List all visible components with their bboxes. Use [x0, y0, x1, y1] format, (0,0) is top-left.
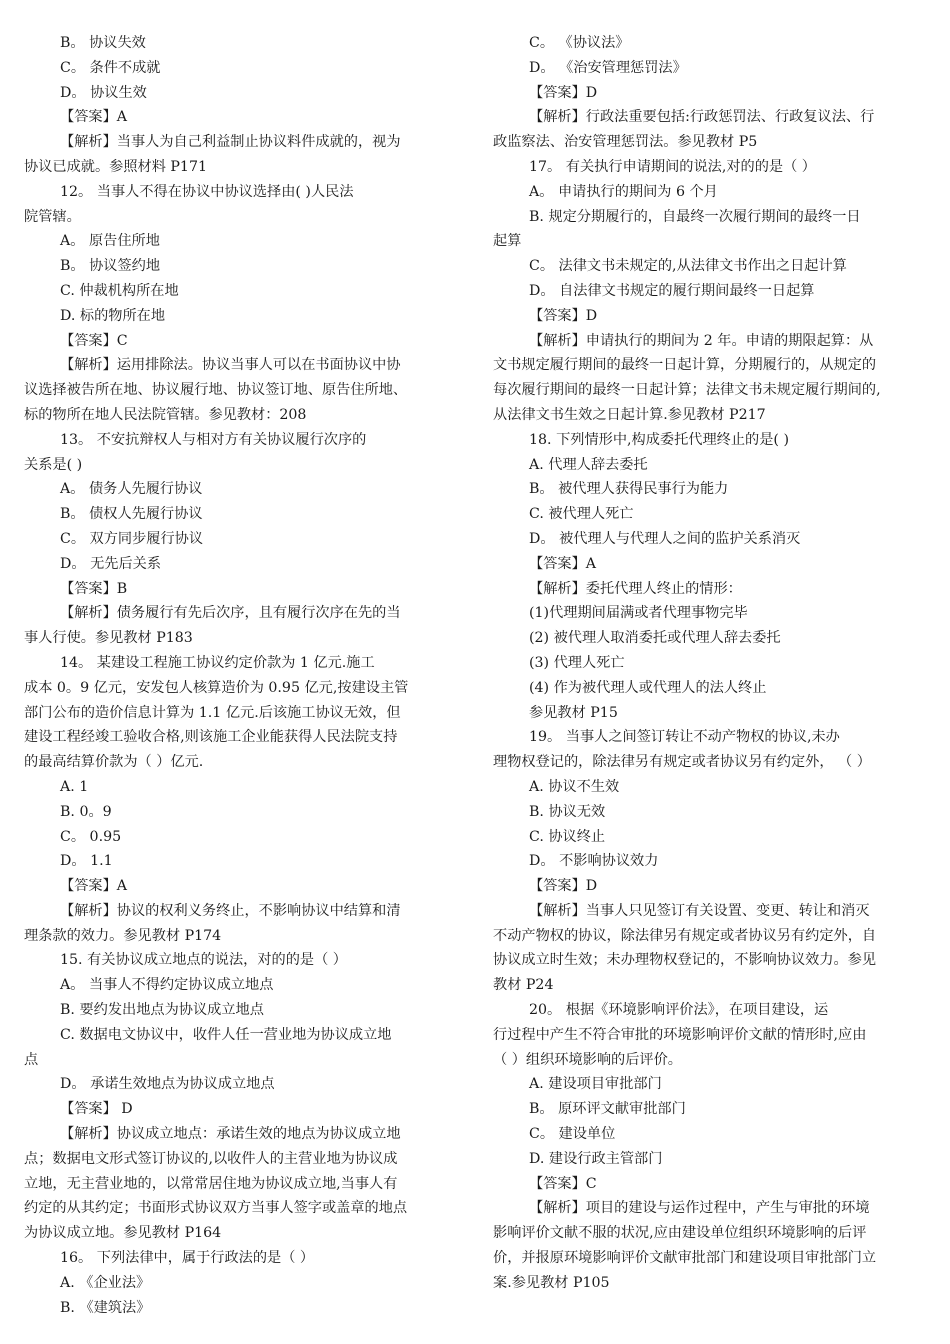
text-line: C。 《协议法》: [529, 35, 630, 51]
text-line: 不动产物权的协议，除法律另有规定或者协议另有约定外，自: [493, 927, 877, 944]
text-line: 【答案】D: [529, 84, 598, 101]
text-line: 12。 当事人不得在协议中协议选择由( )人民法: [60, 183, 354, 200]
text-line: B. 协议无效: [529, 803, 606, 820]
text-line: 13。 不安抗辩权人与相对方有关协议履行次序的: [60, 431, 367, 448]
text-line: 【答案】 D: [60, 1101, 133, 1118]
text-line: A. 代理人辞去委托: [529, 456, 648, 473]
text-line: B. 《建筑法》: [60, 1299, 151, 1316]
text-line: 理物权登记的，除法律另有规定或者协议另有约定外， （ ）: [493, 754, 871, 771]
text-line: D。 承诺生效地点为协议成立地点: [60, 1076, 275, 1093]
text-line: A。 债务人先履行协议: [60, 481, 203, 498]
text-line: (2) 被代理人取消委托或代理人辞去委托: [529, 630, 781, 647]
text-line: D。 无先后关系: [60, 555, 162, 572]
text-line: C。 建设单位: [529, 1126, 616, 1143]
text-line: D。 《治安管理惩罚法》: [529, 59, 687, 76]
text-line: 【解析】项目的建设与运作过程中，产生与审批的环境: [529, 1200, 870, 1217]
text-line: 【解析】运用排除法。协议当事人可以在书面协议中协: [60, 357, 401, 374]
text-line: C. 数据电文协议中，收件人任一营业地为协议成立地: [60, 1026, 392, 1043]
text-line: 17。 有关执行申请期间的说法,对的的是（ ）: [529, 158, 816, 175]
text-line: A. 《企业法》: [60, 1274, 151, 1291]
text-line: C. 被代理人死亡: [529, 506, 634, 523]
text-line: B。 协议失效: [60, 35, 146, 51]
text-line: B。 原环评文献审批部门: [529, 1101, 686, 1118]
text-line: C。 0.95: [60, 828, 122, 845]
text-line: D. 标的物所在地: [60, 307, 166, 324]
text-line: D。 不影响协议效力: [529, 853, 659, 870]
text-line: 【答案】A: [60, 109, 127, 126]
text-line: 影响评价文献不服的状况,应由建设单位组织环境影响的后评: [493, 1225, 867, 1242]
text-line: 15. 有关协议成立地点的说法，对的的是（ ）: [60, 952, 347, 969]
text-line: 【解析】委托代理人终止的情形：: [529, 580, 742, 597]
text-line: 理条款的效力。参见教材 P174: [24, 927, 222, 944]
text-line: 【解析】申请执行的期间为 2 年。申请的期限起算：从: [529, 332, 874, 349]
text-line: 院管辖。: [24, 208, 81, 225]
text-line: 价，并报原环境影响评价文献审批部门和建设项目审批部门立: [493, 1250, 877, 1267]
text-line: B. 0。9: [60, 803, 112, 820]
text-line: 标的物所在地人民法院管辖。参见教材：208: [24, 406, 307, 423]
text-line: 关系是( ): [24, 456, 83, 473]
text-line: 为协议成立地。参见教材 P164: [24, 1225, 222, 1242]
text-line: A。 原告住所地: [60, 233, 160, 250]
text-line: C. 仲裁机构所在地: [60, 282, 179, 299]
text-line: 18. 下列情形中,构成委托代理终止的是( ): [529, 431, 789, 448]
text-line: D。 被代理人与代理人之间的监护关系消灭: [529, 530, 801, 547]
text-line: 点；数据电文形式签订协议的,以收件人的主营业地为协议成: [24, 1150, 398, 1167]
text-line: (4) 作为被代理人或代理人的法人终止: [529, 679, 767, 696]
text-line: 【答案】D: [529, 878, 598, 895]
text-line: 文书规定履行期间的最终一日起计算，分期履行的，从规定的: [493, 357, 877, 374]
text-line: D。 协议生效: [60, 84, 147, 101]
text-line: 行过程中产生不符合审批的环境影响评价文献的情形时,应由: [493, 1026, 867, 1043]
text-line: 【解析】债务履行有先后次序，且有履行次序在先的当: [60, 605, 401, 622]
text-line: 【解析】当事人为自己利益制止协议料件成就的，视为: [60, 134, 401, 151]
text-line: D。 自法律文书规定的履行期间最终一日起算: [529, 282, 815, 299]
text-line: 20。 根据《环境影响评价法》，在项目建设，运: [529, 1002, 829, 1019]
text-line: D. 建设行政主管部门: [529, 1150, 663, 1167]
text-line: A. 协议不生效: [529, 778, 620, 795]
text-line: 19。 当事人之间签订转让不动产物权的协议,未办: [529, 729, 840, 746]
text-line: 事人行使。参见教材 P183: [24, 630, 193, 647]
right-column: [493, 31, 925, 1296]
text-line: B。 债权人先履行协议: [60, 506, 203, 523]
text-line: 起算: [493, 233, 522, 250]
text-line: 【答案】A: [529, 555, 596, 572]
text-line: 【解析】当事人只见签订有关设置、变更、转让和消灭: [529, 902, 870, 919]
text-line: 点: [24, 1051, 39, 1068]
text-line: 【答案】B: [60, 580, 128, 597]
text-line: 成本 0。9 亿元，安发包人核算造价为 0.95 亿元,按建设主管: [24, 679, 409, 696]
text-line: (1)代理期间届满或者代理事物完毕: [529, 605, 748, 622]
text-line: C。 法律文书未规定的,从法律文书作出之日起计算: [529, 258, 847, 275]
text-line: 【答案】A: [60, 878, 127, 895]
text-line: B。 被代理人获得民事行为能力: [529, 481, 729, 498]
text-line: 14。 某建设工程施工协议约定价款为 1 亿元.施工: [60, 654, 375, 671]
text-line: 建设工程经竣工验收合格,则该施工企业能获得人民法院支持: [24, 729, 398, 746]
text-line: 政监察法、治安管理惩罚法。参见教材 P5: [493, 134, 758, 151]
text-line: 【解析】行政法重要包括:行政惩罚法、行政复议法、行: [529, 109, 875, 126]
text-line: C. 协议终止: [529, 828, 606, 845]
text-line: A. 1: [60, 778, 89, 795]
text-line: 从法律文书生效之日起计算.参见教材 P217: [493, 406, 766, 423]
text-line: C。 双方同步履行协议: [60, 530, 204, 547]
text-line: A. 建设项目审批部门: [529, 1076, 662, 1093]
text-line: A。 当事人不得约定协议成立地点: [60, 977, 274, 994]
text-line: 立地，无主营业地的，以常常居住地为协议成立地,当事人有: [24, 1175, 398, 1192]
text-line: 【答案】C: [60, 332, 128, 349]
text-line: 约定的从其约定；书面形式协议双方当事人签字或盖章的地点: [24, 1200, 408, 1217]
text-line: 16。 下列法律中，属于行政法的是（ ）: [60, 1250, 315, 1267]
text-line: C。 条件不成就: [60, 59, 161, 76]
text-line: D。 1.1: [60, 853, 113, 870]
text-line: (3) 代理人死亡: [529, 654, 625, 671]
text-line: 每次履行期间的最终一日起计算；法律文书未规定履行期间的,: [493, 382, 881, 399]
text-line: B. 规定分期履行的，自最终一次履行期间的最终一日: [529, 208, 861, 225]
text-line: 参见教材 P15: [529, 704, 618, 721]
text-line: 案.参见教材 P105: [493, 1274, 610, 1291]
text-line: 【答案】C: [529, 1175, 597, 1192]
text-line: B. 要约发出地点为协议成立地点: [60, 1002, 264, 1019]
text-line: 【解析】协议的权利义务终止，不影响协议中结算和清: [60, 902, 401, 919]
text-line: B。 协议签约地: [60, 258, 161, 275]
text-line: 协议已成就。参照材料 P171: [24, 158, 208, 175]
text-line: 议选择被告所在地、协议履行地、协议签订地、原告住所地、: [24, 382, 408, 399]
text-line: 部门公布的造价信息计算为 1.1 亿元.后该施工协议无效，但: [24, 704, 401, 721]
text-line: 协议成立时生效；未办理物权登记的，不影响协议效力。参见: [493, 952, 877, 969]
left-column: [24, 31, 458, 1320]
text-line: A。 申请执行的期间为 6 个月: [529, 183, 718, 200]
text-line: 【答案】D: [529, 307, 598, 324]
text-line: （ ）组织环境影响的后评价。: [493, 1051, 682, 1068]
text-line: 【解析】协议成立地点：承诺生效的地点为协议成立地: [60, 1126, 401, 1143]
text-line: 的最高结算价款为（ ）亿元.: [24, 754, 204, 771]
text-line: 教材 P24: [493, 977, 554, 994]
